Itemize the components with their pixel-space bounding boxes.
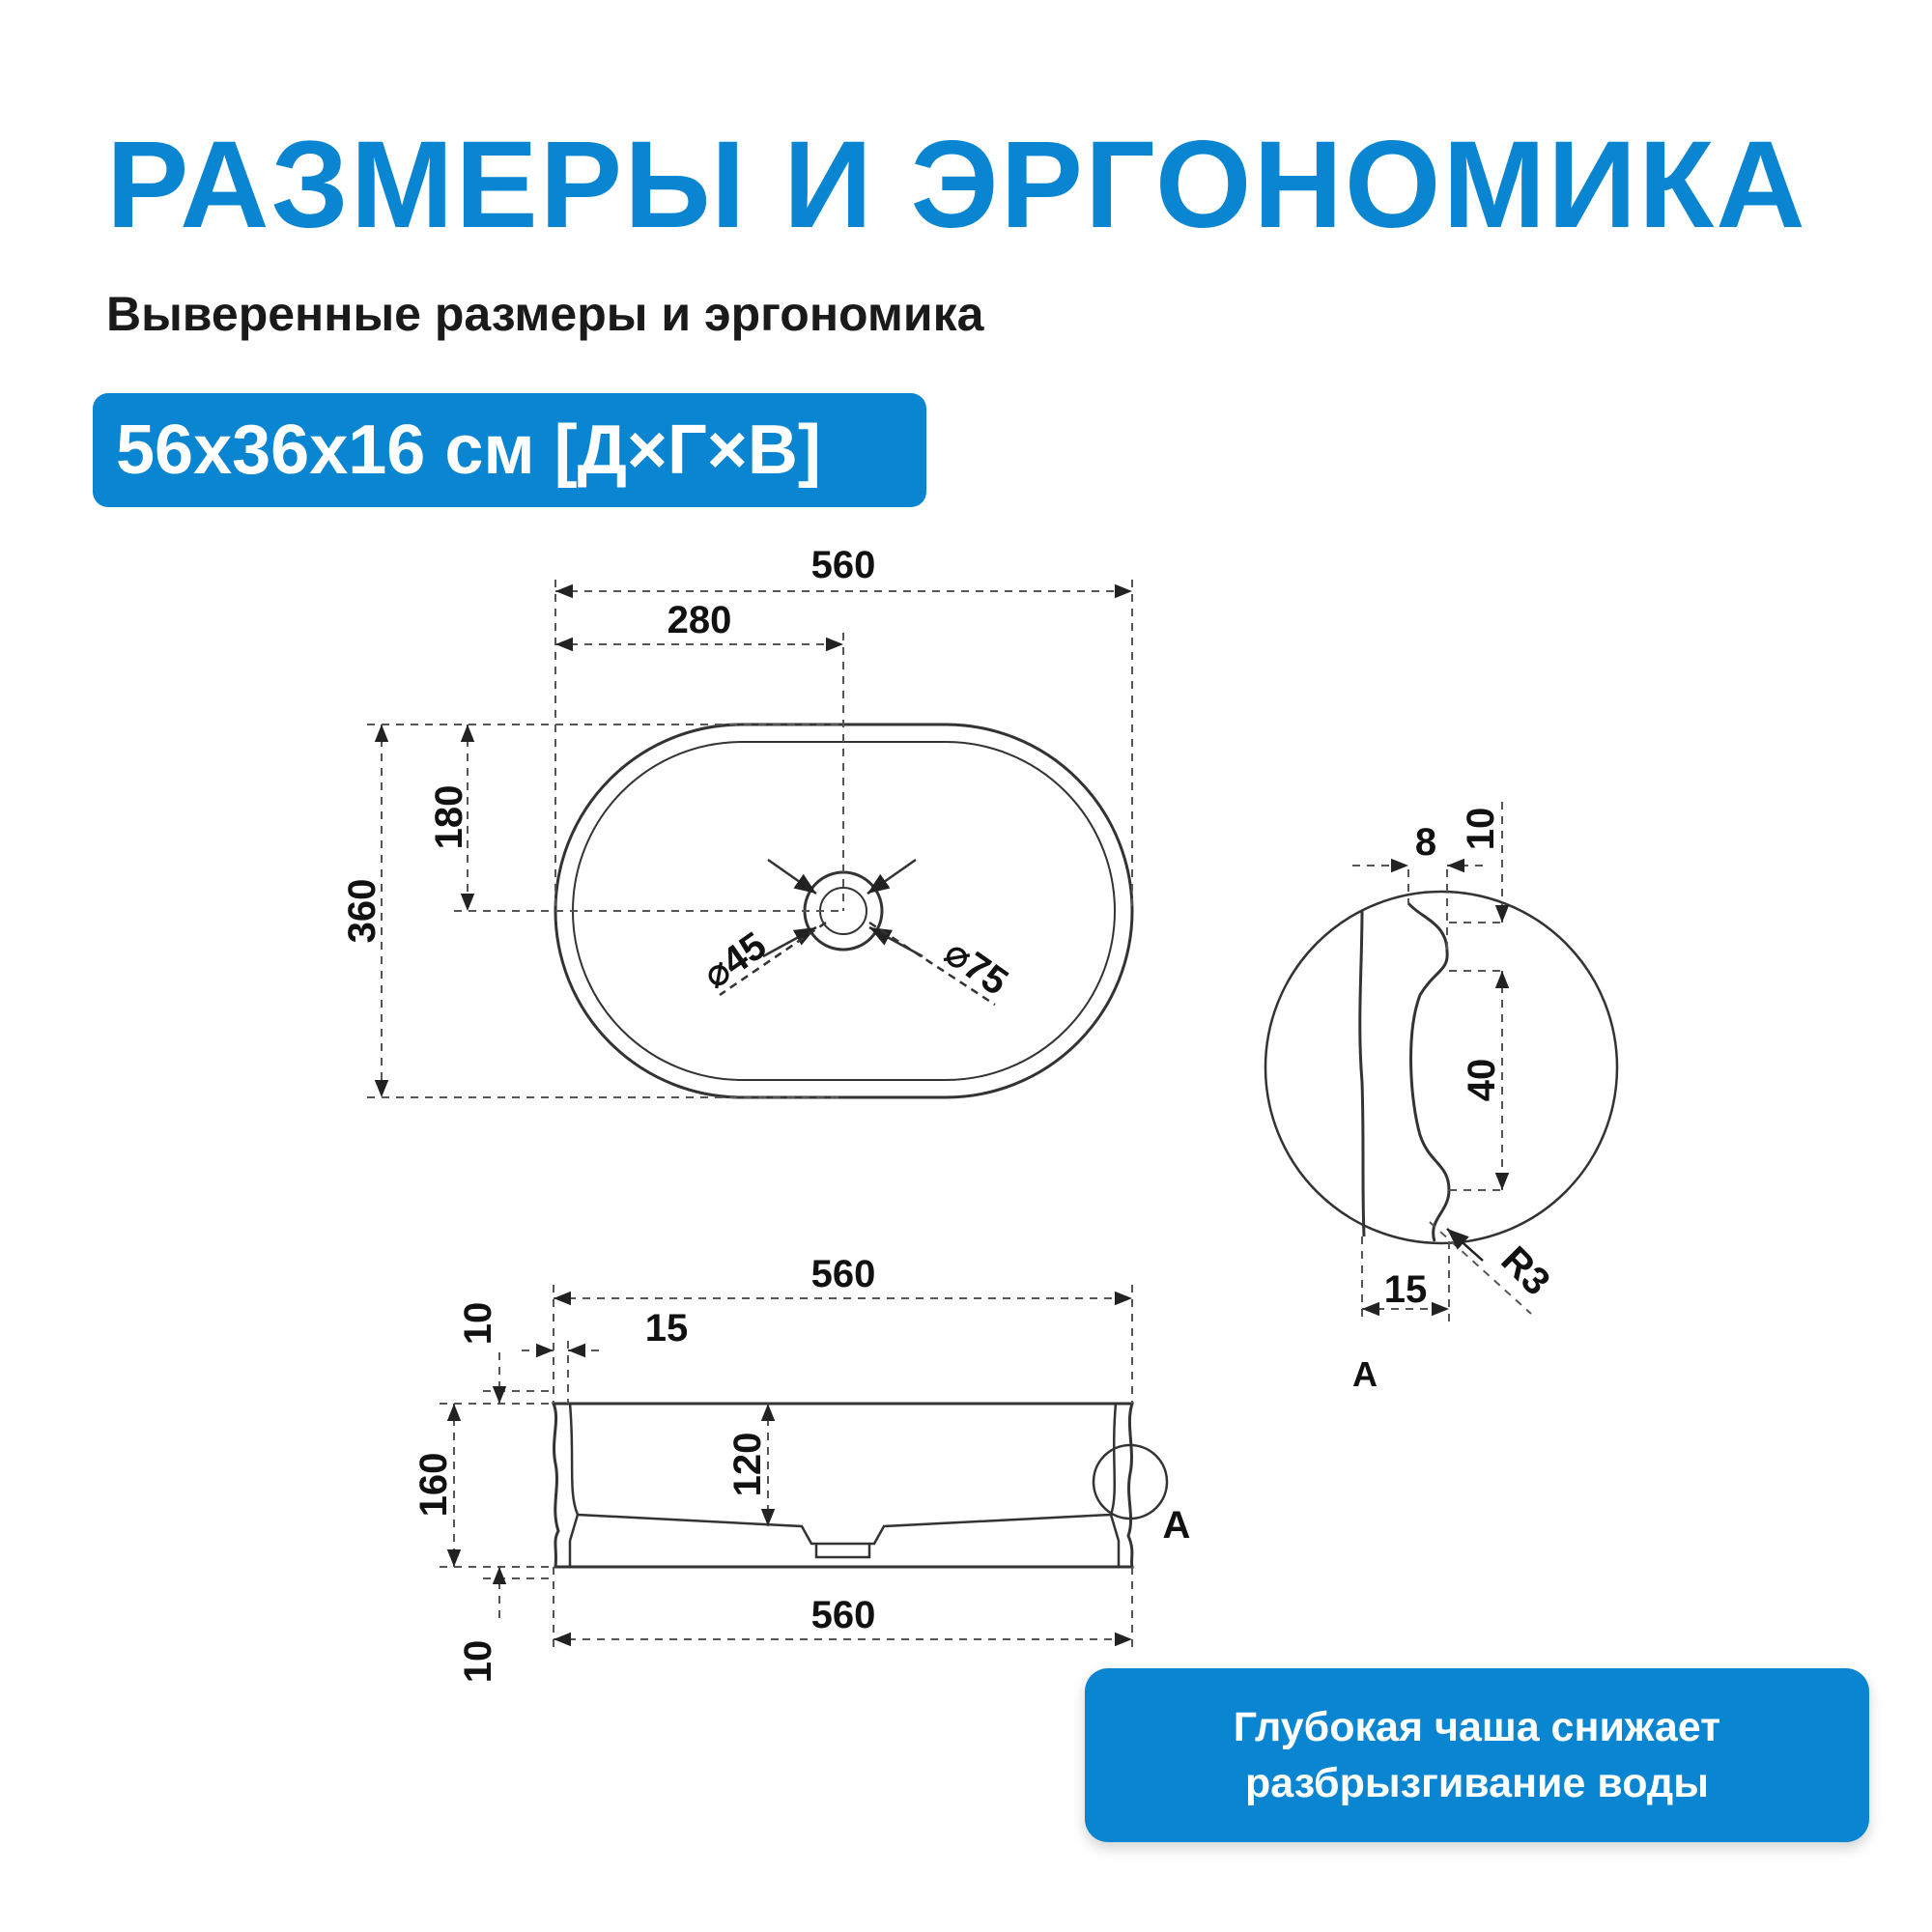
detail-a-inner-profile <box>1408 903 1449 1241</box>
top-view <box>367 580 1132 1097</box>
basin-side-profile <box>554 1404 1132 1567</box>
dim-half-width-label: 280 <box>667 599 732 641</box>
dim-side-width-top-label: 560 <box>810 1253 876 1295</box>
basin-inner-bowl <box>570 1404 1116 1544</box>
detail-a <box>1265 802 1617 1323</box>
page-title: РАЗМЕРЫ И ЭРГОНОМИКА <box>106 116 1807 254</box>
dim-rim-top-label: 10 <box>457 1301 499 1346</box>
side-view-labels <box>412 1253 1190 1683</box>
dim-inner-depth-label: 120 <box>726 1432 769 1497</box>
dim-side-width-bottom-label: 560 <box>810 1594 876 1636</box>
detail-a-title: A <box>1352 1354 1378 1394</box>
dim-detail-10-label: 10 <box>1460 807 1502 851</box>
dim-height-label: 160 <box>412 1452 455 1518</box>
detail-a-outer-wall <box>1360 910 1364 1236</box>
detail-extension-lines <box>1352 802 1531 1323</box>
page-subtitle: Выверенные размеры и эргономика <box>106 287 984 341</box>
feature-note <box>1085 1668 1869 1842</box>
top-view-labels <box>341 544 1015 1004</box>
side-view <box>440 1285 1167 1652</box>
dim-rim-bottom-label: 10 <box>457 1639 499 1684</box>
dim-width-label: 560 <box>810 544 876 586</box>
detail-a-labels <box>1352 808 1558 1394</box>
dim-depth-label: 360 <box>341 878 384 944</box>
detail-a-circle <box>1265 892 1617 1243</box>
dim-detail-40-label: 40 <box>1461 1058 1503 1102</box>
detail-a-marker-label: A <box>1162 1504 1191 1547</box>
size-badge: 56x36x16 см [Д×Г×В] <box>93 393 926 507</box>
dim-detail-r3-label: R3 <box>1492 1238 1558 1304</box>
dim-half-depth-label: 180 <box>428 784 470 850</box>
top-extension-lines <box>367 580 1132 1097</box>
dim-detail-8-label: 8 <box>1414 821 1437 864</box>
dim-detail-15-label: 15 <box>1383 1268 1428 1311</box>
drain-leaders <box>720 860 995 1005</box>
feature-note-line-1: Глубокая чаша снижает <box>1233 1703 1721 1750</box>
dim-wall-label: 15 <box>644 1307 689 1350</box>
side-extension-lines <box>440 1285 1132 1652</box>
drain-outer-label: ⌀75 <box>936 930 1016 1005</box>
drain-inner-label: ⌀45 <box>695 923 775 998</box>
basin-base-line <box>570 1515 1119 1567</box>
feature-note-line-2: разбрызгивание воды <box>1245 1760 1709 1806</box>
